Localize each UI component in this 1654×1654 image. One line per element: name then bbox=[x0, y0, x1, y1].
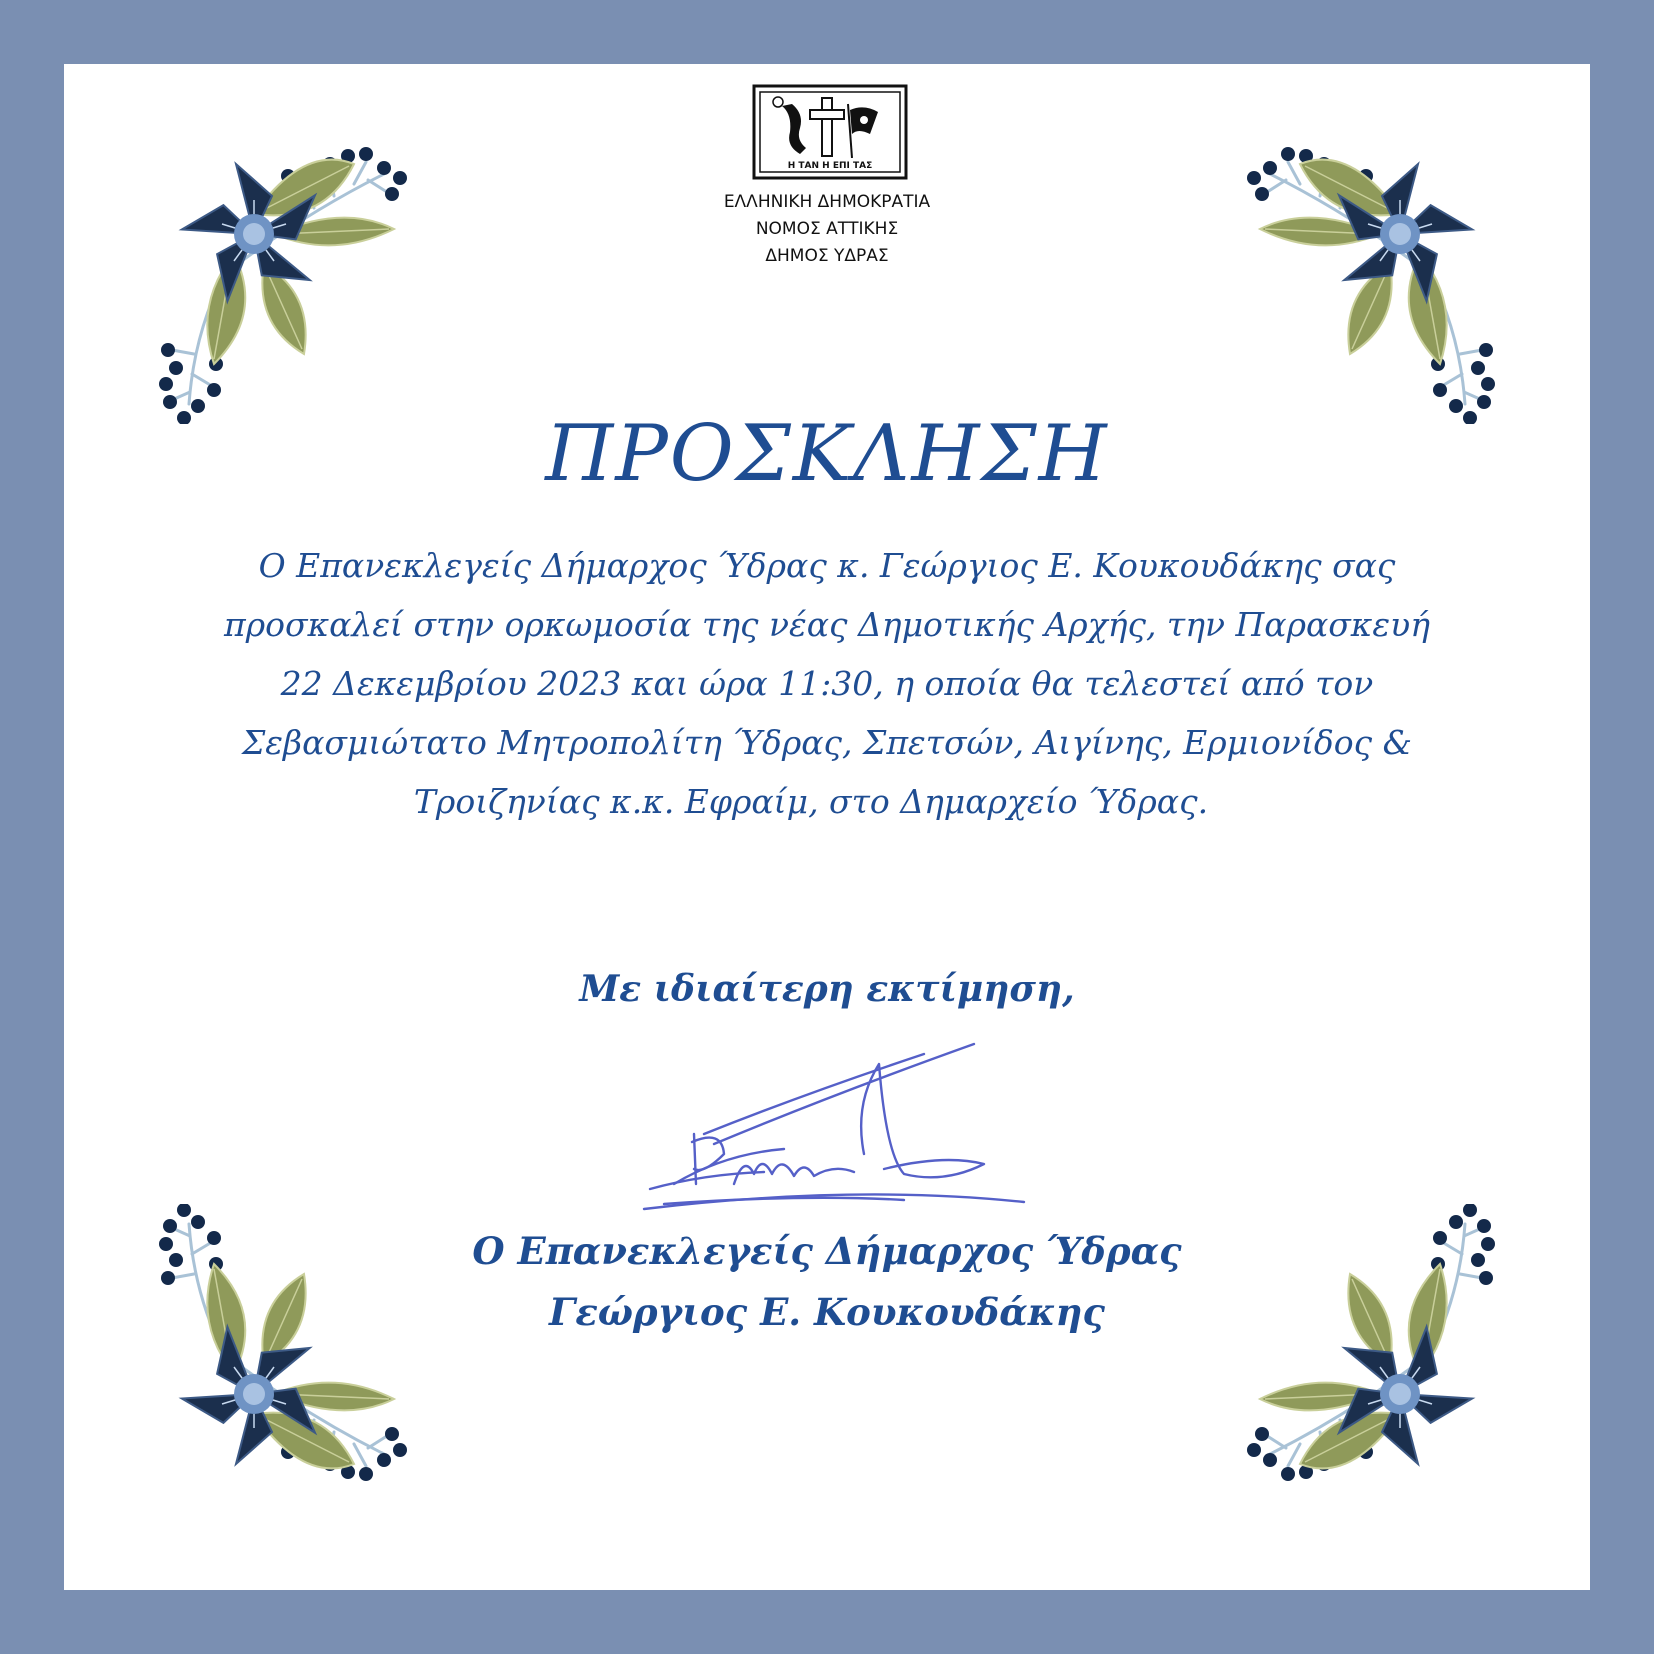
body-line-4: Σεβασμιώτατο Μητροπολίτη Ύδρας, Σπετσών, Αιγίνης, Ερμιονίδος & bbox=[241, 723, 1413, 762]
signatory-name: Γεώργιος Ε. Κουκουδάκης bbox=[549, 1290, 1105, 1334]
header-line-1: ΕΛΛΗΝΙΚΗ ΔΗΜΟΚΡΑΤΙΑ bbox=[723, 192, 931, 212]
header-line-2: ΝΟΜΟΣ ΑΤΤΙΚΗΣ bbox=[755, 219, 899, 239]
header-line-3: ΔΗΜΟΣ ΥΔΡΑΣ bbox=[765, 246, 889, 266]
body-line-5: Τροιζηνίας κ.κ. Εφραίμ, στο Δημαρχείο Ύδρας. bbox=[413, 782, 1209, 821]
signatory-role: Ο Επανεκλεγείς Δήμαρχος Ύδρας bbox=[472, 1229, 1182, 1273]
body-line-2: προσκαλεί στην ορκωμοσία της νέας Δημοτικής Αρχής, την Παρασκευή bbox=[224, 605, 1430, 644]
body-line-3: 22 Δεκεμβρίου 2023 και ώρα 11:30, η οποία θα τελεστεί από τον bbox=[280, 664, 1374, 703]
invitation-title: ΠΡΟΣΚΛΗΣΗ bbox=[545, 409, 1109, 499]
floral-decoration-bottom-left bbox=[154, 1204, 414, 1504]
closing-greeting: Με ιδιαίτερη εκτίμηση, bbox=[579, 968, 1075, 1010]
floral-decoration-bottom-right bbox=[1240, 1204, 1500, 1504]
body-line-1: Ο Επανεκλεγείς Δήμαρχος Ύδρας κ. Γεώργιος Ε. Κουκουδάκης σας bbox=[258, 546, 1396, 585]
emblem-motto: Η ΤΑΝ Η ΕΠΙ ΤΑΣ bbox=[787, 161, 873, 171]
floral-decoration-top-right bbox=[1240, 124, 1500, 424]
invitation-card bbox=[64, 64, 1590, 1590]
floral-decoration-top-left bbox=[154, 124, 414, 424]
municipal-emblem bbox=[752, 84, 908, 180]
signature-image bbox=[604, 1034, 1044, 1244]
